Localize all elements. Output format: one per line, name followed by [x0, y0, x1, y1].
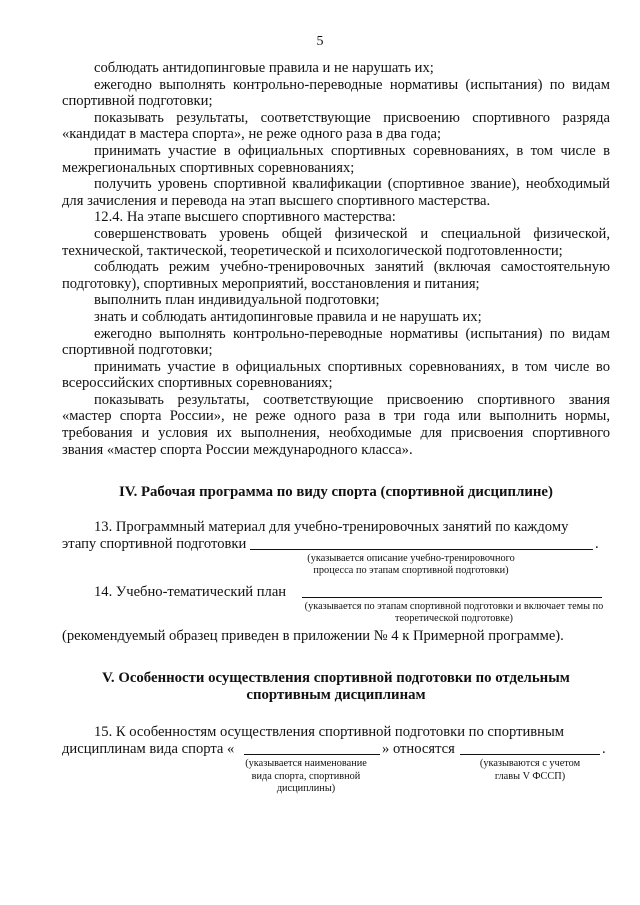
paragraph: совершенствовать уровень общей физической и специальной физической, технической, тактической, теоретической и психологической подготовленности; — [62, 225, 610, 259]
paragraph: выполнить план индивидуальной подготовки; — [94, 292, 380, 309]
item-15-prefix: дисциплинам вида спорта « — [62, 741, 235, 758]
paragraph: показывать результаты, соответствующие присвоению спортивного разряда «кандидат в мастера спорта», не реже одного раза в два года; — [62, 109, 610, 143]
item-13-line1: 13. Программный материал для учебно-тренировочных занятий по каждому — [94, 519, 569, 536]
subsection-12-4: 12.4. На этапе высшего спортивного мастерства: — [94, 209, 396, 226]
section-4-heading: IV. Рабочая программа по виду спорта (спортивной дисциплине) — [119, 484, 553, 501]
item-14-after: (рекомендуемый образец приведен в приложении № 4 к Примерной программе). — [62, 627, 564, 644]
paragraph: принимать участие в официальных спортивных соревнованиях, в том числе в межрегиональных спортивных соревнованиях; — [62, 142, 610, 176]
item-14-note: (указывается по этапам спортивной подготовки и включает темы по теоретической подготовке) — [304, 600, 604, 625]
section-5-heading-line2: спортивным дисциплинам — [246, 687, 426, 704]
item-13-line2: этапу спортивной подготовки — [62, 535, 247, 552]
paragraph: знать и соблюдать антидопинговые правила и не нарушать их; — [94, 308, 482, 325]
section-5-heading-line1: V. Особенности осуществления спортивной подготовки по отдельным — [102, 670, 570, 687]
paragraph: соблюдать режим учебно-тренировочных занятий (включая самостоятельную подготовку), спортивных мероприятий, восстановления и питания; — [62, 259, 610, 292]
item-15-period: . — [602, 741, 606, 758]
paragraph: ежегодно выполнять контрольно-переводные нормативы (испытания) по видам спортивной подготовки; — [62, 325, 610, 359]
item-15-middle: » относятся — [382, 741, 455, 758]
item-14-blank-line — [302, 584, 602, 598]
paragraph: показывать результаты, соответствующие присвоению спортивного звания «мастер спорта России», не реже одного раза в три года или выполнить нормы, требования и условия их выполнения, необходимые для присвоения спортивного звания «мастер спорта России международного класса». — [62, 391, 610, 458]
page-number: 5 — [316, 34, 324, 49]
item-15-note-left: (указывается наименование вида спорта, спортивной дисциплины) — [245, 758, 367, 795]
paragraph: ежегодно выполнять контрольно-переводные нормативы (испытания) по видам спортивной подготовки; — [62, 76, 610, 110]
item-13-note: (указывается описание учебно-тренировочного процесса по этапам спортивной подготовки) — [307, 552, 515, 577]
item-13-blank-line — [250, 536, 593, 550]
paragraph: принимать участие в официальных спортивных соревнованиях, в том числе во всероссийских спортивных соревнованиях; — [62, 358, 610, 392]
item-15-note-right: (указываются с учетом главы V ФССП) — [479, 758, 581, 782]
paragraph: соблюдать антидопинговые правила и не нарушать их; — [94, 60, 434, 76]
item-15-line1: 15. К особенностям осуществления спортивной подготовки по спортивным — [94, 724, 565, 741]
page-content — [62, 60, 610, 798]
paragraph: получить уровень спортивной квалификации (спортивное звание), необходимый для зачисления и перевода на этап высшего спортивного мастерства. — [62, 176, 610, 209]
item-13-period: . — [595, 535, 599, 552]
item-14-text: 14. Учебно-тематический план — [94, 583, 287, 600]
item-15-sport-blank — [244, 741, 380, 755]
item-15-features-blank — [460, 741, 600, 755]
